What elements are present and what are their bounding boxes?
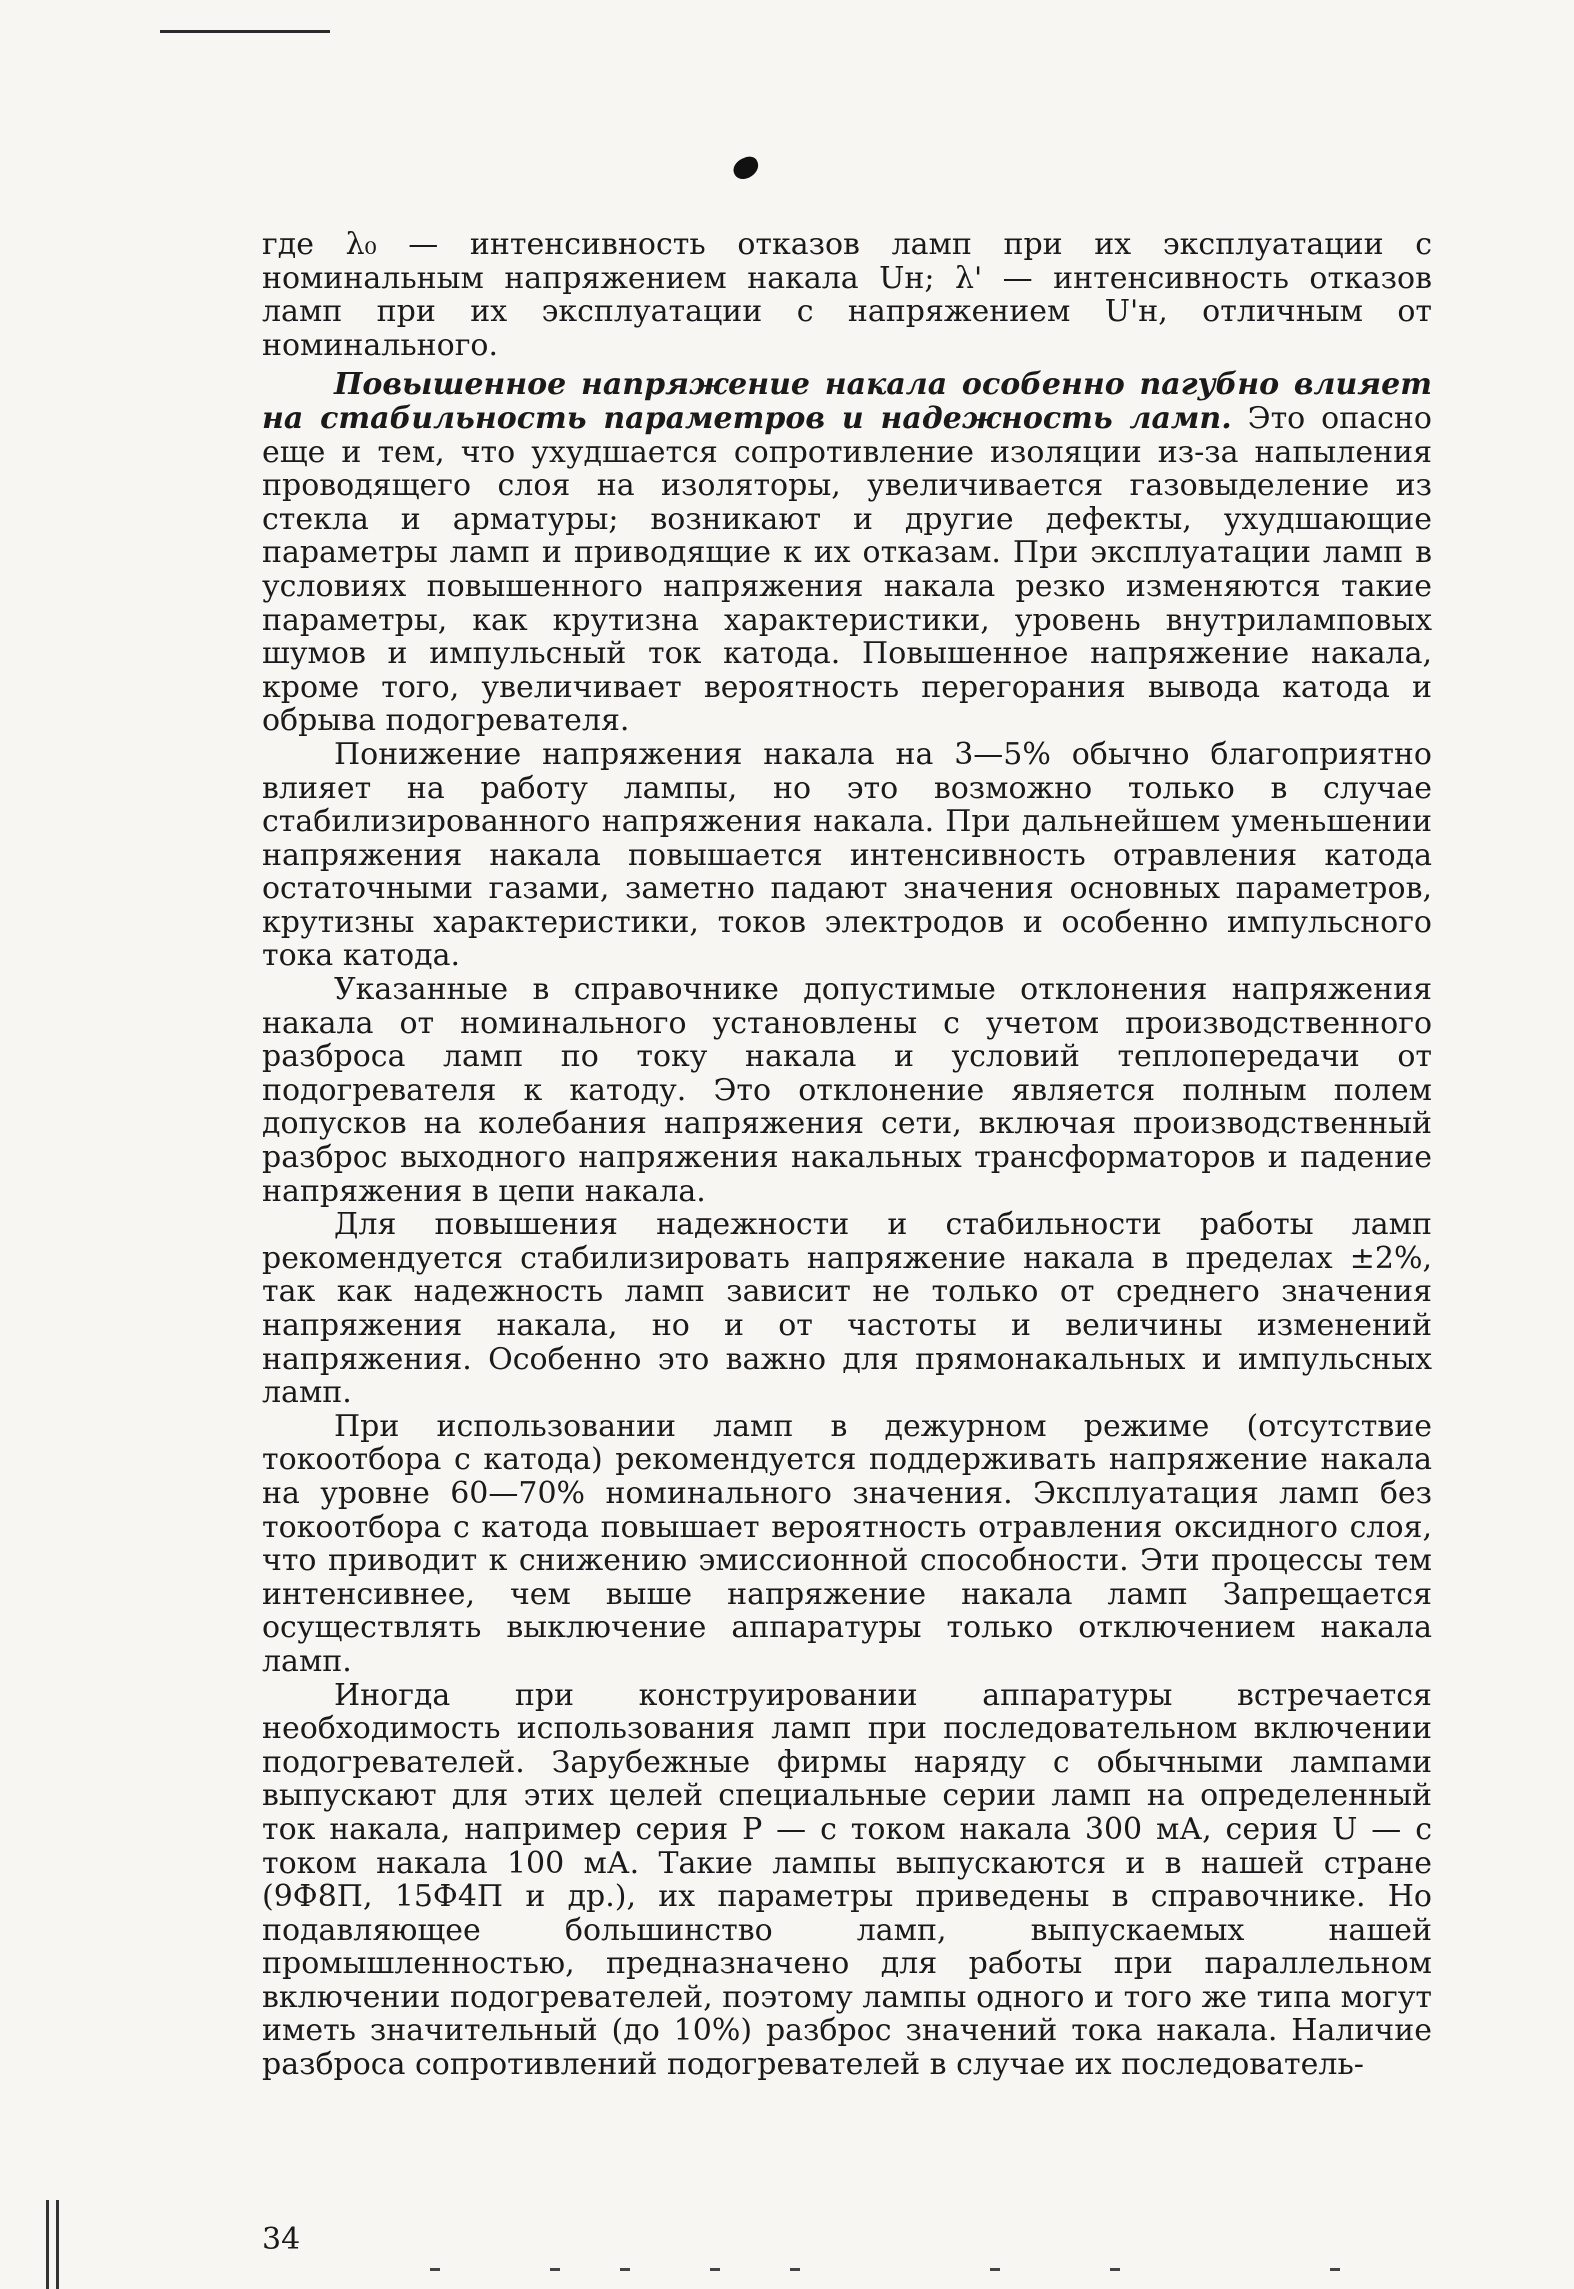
page-number: 34 (262, 2222, 301, 2257)
paragraph-text: Это опасно еще и тем, что ухудшается сопротивление изоляции из-за напыления проводящего слоя на изоляторы, увеличивается газовыделение из стекла и арматуры; возникают и другие дефекты, ухудшающие параметры ламп и приводящие к их отказам. При эксплуатации ламп в условиях повышенного напряжения накала резко изменяются такие параметры, как крутизна характеристики, уровень внутриламповых шумов и импульсный ток катода. Повышенное напряжение накала, кроме того, увеличивает вероятность перегорания вывода катода и обрыва подогревателя. (262, 400, 1432, 739)
paragraph-stabilization: Для повышения надежности и стабильности работы ламп рекомендуется стабилизировать напряжение накала в пределах ±2%, так как надежность ламп зависит не только от среднего значения напряжения накала, но и от частоты и величины изменений напряжения. Особенно это важно для прямонакальных и импульсных ламп. (262, 1207, 1432, 1411)
paragraph-undervoltage: Понижение напряжения накала на 3—5% обычно благоприятно влияет на работу лампы, но это возможно только в случае стабилизированного напряжения накала. При дальнейшем уменьшении напряжения накала повышается интенсивность отравления катода остаточными газами, заметно падают значения основных параметров, крутизны характеристики, токов электродов и особенно импульсного тока катода. (262, 736, 1432, 974)
paragraph-overvoltage (262, 368, 1432, 738)
top-rule (160, 30, 330, 33)
paragraph-series-connection: Иногда при конструировании аппаратуры встречается необходимость использования ламп при последовательном включении подогревателей. Зарубежные фирмы наряду с обычными лампами выпускают для этих целей специальные серии ламп на определенный ток накала, например серия Р — с током накала 300 мА, серия U — с током накала 100 мА. Такие лампы выпускаются и в нашей стране (9Ф8П, 15Ф4П и др.), их параметры приведены в справочнике. Но подавляющее большинство ламп, выпускаемых нашей промышленностью, предназначено для работы при параллельном включении подогревателей, поэтому лампы одного и того же типа могут иметь значительный (до 10%) разброс значений тока накала. Наличие разброса сопротивлений подогревателей в случае их последователь- (262, 1677, 1432, 2083)
emphasis-text: Повышенное напряжение накала особенно пагубно влияет на стабильность параметров и надежность ламп. (262, 367, 1432, 436)
paragraph-standby-mode: При использовании ламп в дежурном режиме (отсутствие токоотбора с катода) рекомендуется поддерживать напряжение накала на уровне 60—70% номинального значения. Эксплуатация ламп без токоотбора с катода повышает вероятность отравления оксидного слоя, что приводит к снижению эмиссионной способности. Эти процессы тем интенсивнее, чем выше напряжение накала ламп Запрещается осуществлять выключение аппаратуры только отключением накала ламп. (262, 1408, 1432, 1679)
scan-specks (430, 2268, 1390, 2274)
margin-marks (42, 2200, 72, 2289)
page-body (262, 228, 1432, 2082)
ink-blot-mark (730, 153, 762, 182)
paragraph-definitions: где λ₀ — интенсивность отказов ламп при их эксплуатации с номинальным напряжением накала Uн; λ' — интенсивность отказов ламп при их эксплуатации с напряжением U'н, отличным от номинального. (262, 227, 1432, 363)
paragraph-tolerances: Указанные в справочнике допустимые отклонения напряжения накала от номинального установлены с учетом производственного разброса ламп по току накала и условий теплопередачи от подогревателя к катоду. Это отклонение является полным полем допусков на колебания напряжения сети, включая производственный разброс выходного напряжения накальных трансформаторов и падение напряжения в цепи накала. (262, 972, 1432, 1209)
